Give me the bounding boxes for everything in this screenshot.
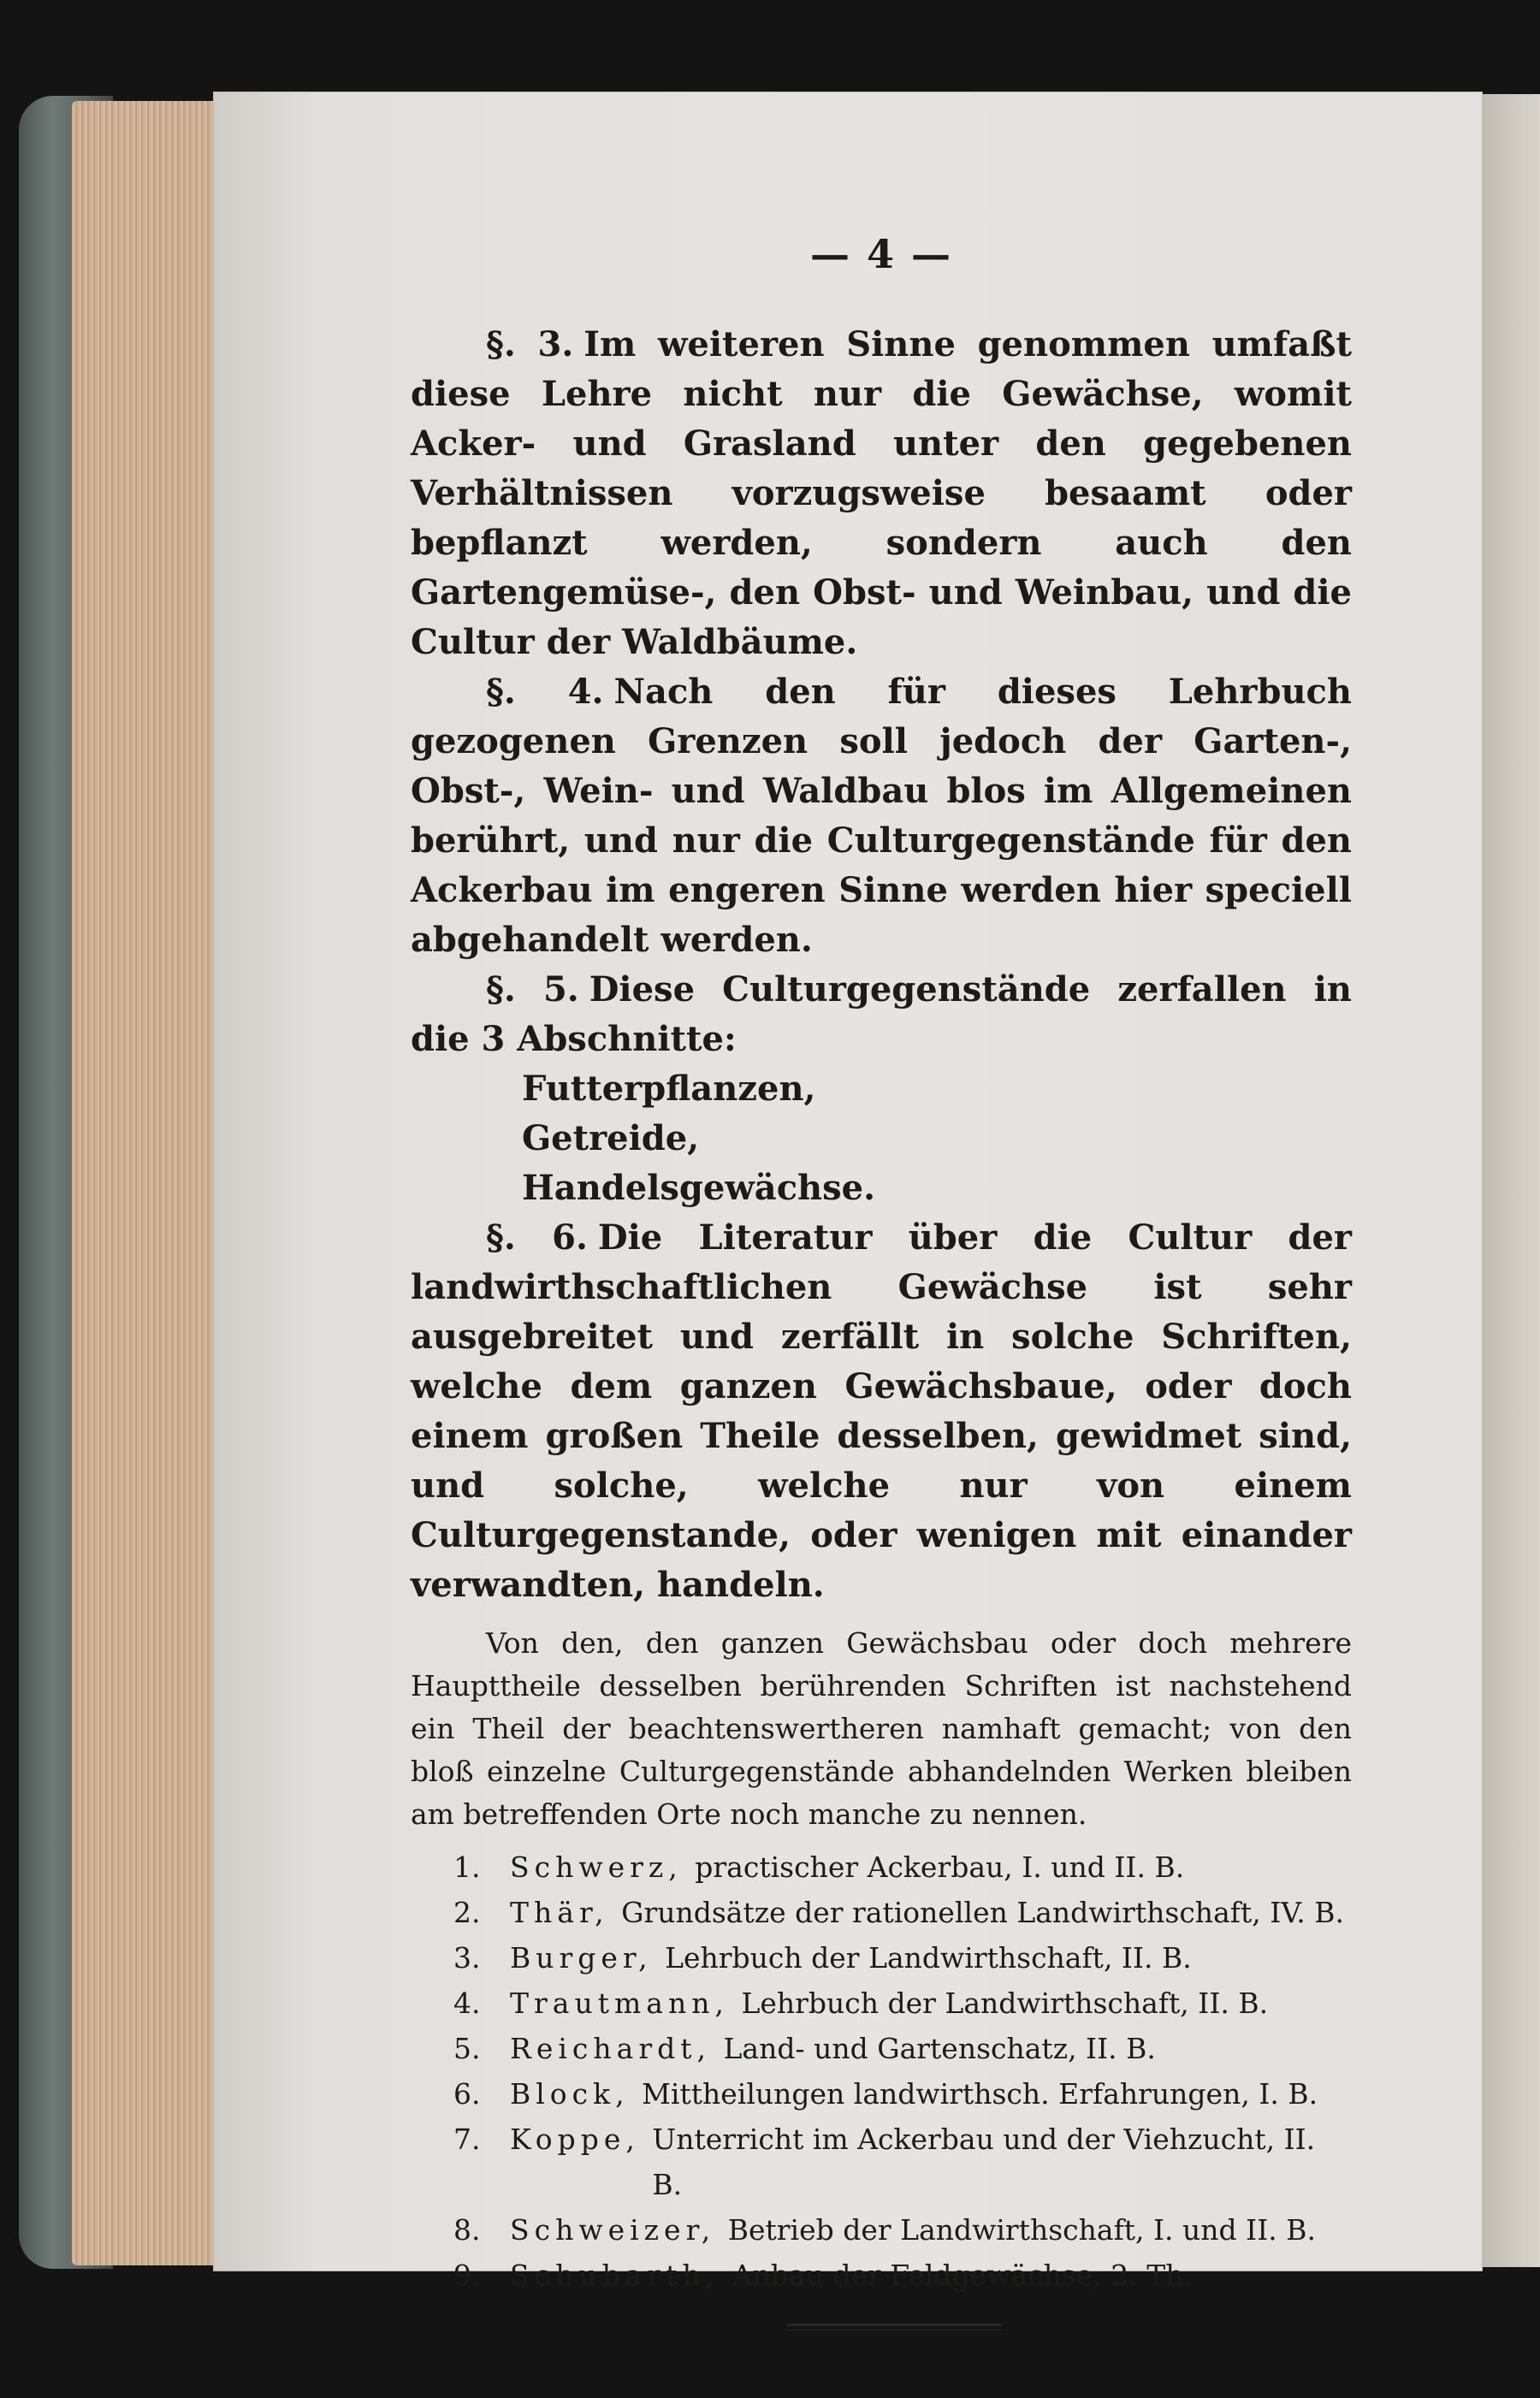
page-content <box>411 231 1352 2330</box>
section-4 <box>411 667 1352 965</box>
section-text: Die Literatur über die Cultur der landwirthschaftlichen Gewächse ist sehr ausgebreitet und zerfällt in solche Schriften, welche dem ganzen Gewächsbaue, oder doch einem großen Theile desselben, gewidmet sind, und solche, welche nur von einem Culturgegenstande, oder wenigen mit einander verwandten, handeln. <box>411 1217 1352 1605</box>
section-number: §. 3. <box>486 324 574 364</box>
reference-author: Reichardt, <box>510 2032 711 2065</box>
list-item: Handelsgewächse. <box>522 1168 876 1208</box>
reference-title: Unterricht im Ackerbau und der Viehzucht, II. B. <box>652 2123 1316 2201</box>
reference-author: Schubarth, <box>510 2259 720 2292</box>
reference-author: Trautmann, <box>510 1986 729 2020</box>
reference-author: Schweizer, <box>510 2213 716 2247</box>
reference-author: Burger, <box>510 1941 653 1975</box>
reference-title: practischer Ackerbau, I. und II. B. <box>695 1850 1185 1884</box>
reference-item: 7. Koppe, Unterricht im Ackerbau und der Viehzucht, II. B. <box>453 2117 1352 2207</box>
section-5 <box>411 965 1352 1064</box>
reference-item: 4. Trautmann, Lehrbuch der Landwirthschaft, II. B. <box>453 1981 1352 2026</box>
reference-list <box>453 1844 1352 2298</box>
page-number: — 4 — <box>809 231 953 277</box>
reference-item: 1. Schwerz, practischer Ackerbau, I. und II. B. <box>453 1844 1352 1890</box>
section-text: Diese Culturgegenstände zerfallen in die 3 Abschnitte: <box>411 969 1352 1059</box>
page-stack <box>72 101 234 2265</box>
reference-title: Lehrbuch der Landwirthschaft, II. B. <box>665 1941 1192 1975</box>
reference-item: 3. Burger, Lehrbuch der Landwirthschaft, II. B. <box>453 1935 1352 1981</box>
reference-item: 2. Thär, Grundsätze der rationellen Landwirthschaft, IV. B. <box>453 1890 1352 1935</box>
section-text: Nach den für dieses Lehrbuch gezogenen Grenzen soll jedoch der Garten-, Obst-, Wein- und Waldbau blos im Allgemeinen berührt, und nur die Culturgegenstände für den Ackerbau im engeren Sinne werden hier speciell abgehandelt werden. <box>411 672 1352 960</box>
section-number: §. 4. <box>486 672 604 712</box>
crop-group-list <box>522 1064 1352 1213</box>
list-item: Getreide, <box>522 1118 700 1158</box>
section-number: §. 5. <box>486 969 579 1010</box>
reference-item: 9. Schubarth, Anbau der Feldgewächse, 2. Th. <box>453 2253 1352 2298</box>
reference-title: Mittheilungen landwirthsch. Erfahrungen, I. B. <box>642 2077 1318 2111</box>
section-text: Im weiteren Sinne genommen umfaßt diese Lehre nicht nur die Gewächse, womit Acker- und Grasland unter den gegebenen Verhältnissen vorzugsweise besaamt oder bepflanzt werden, sondern auch den Gartengemüse-, den Obst- und Weinbau, und die Cultur der Waldbäume. <box>411 324 1352 662</box>
reference-title: Lehrbuch der Landwirthschaft, II. B. <box>741 1986 1269 2020</box>
section-3 <box>411 320 1352 667</box>
reference-item: 8. Schweizer, Betrieb der Landwirthschaft, I. und II. B. <box>453 2207 1352 2253</box>
list-item: Futterpflanzen, <box>522 1069 816 1109</box>
reference-item: 6. Block, Mittheilungen landwirthsch. Erfahrungen, I. B. <box>453 2071 1352 2117</box>
reference-title: Betrieb der Landwirthschaft, I. und II. B. <box>727 2213 1316 2247</box>
reference-author: Schwerz, <box>510 1850 683 1884</box>
reference-title: Anbau der Feldgewächse, 2. Th. <box>732 2259 1194 2292</box>
reference-item: 5. Reichardt, Land- und Gartenschatz, II. B. <box>453 2026 1352 2071</box>
end-rule <box>787 2324 1001 2326</box>
section-number: §. 6. <box>486 1217 588 1258</box>
facing-page-edge <box>1475 94 1540 2267</box>
reference-title: Land- und Gartenschatz, II. B. <box>723 2032 1156 2065</box>
literature-note: Von den, den ganzen Gewächsbau oder doch mehrere Haupttheile desselben berührenden Schriften ist nachstehend ein Theil der beachtenswertheren namhaft gemacht; von den bloß einzelne Culturgegenstände abhandelnden Werken bleiben am betreffenden Orte noch manche zu nennen. <box>411 1626 1352 1831</box>
section-6 <box>411 1213 1352 1610</box>
reference-author: Koppe, <box>510 2123 640 2156</box>
reference-title: Grundsätze der rationellen Landwirthschaft, IV. B. <box>621 1896 1345 1929</box>
reference-author: Thär, <box>510 1896 609 1929</box>
reference-author: Block, <box>510 2077 630 2111</box>
